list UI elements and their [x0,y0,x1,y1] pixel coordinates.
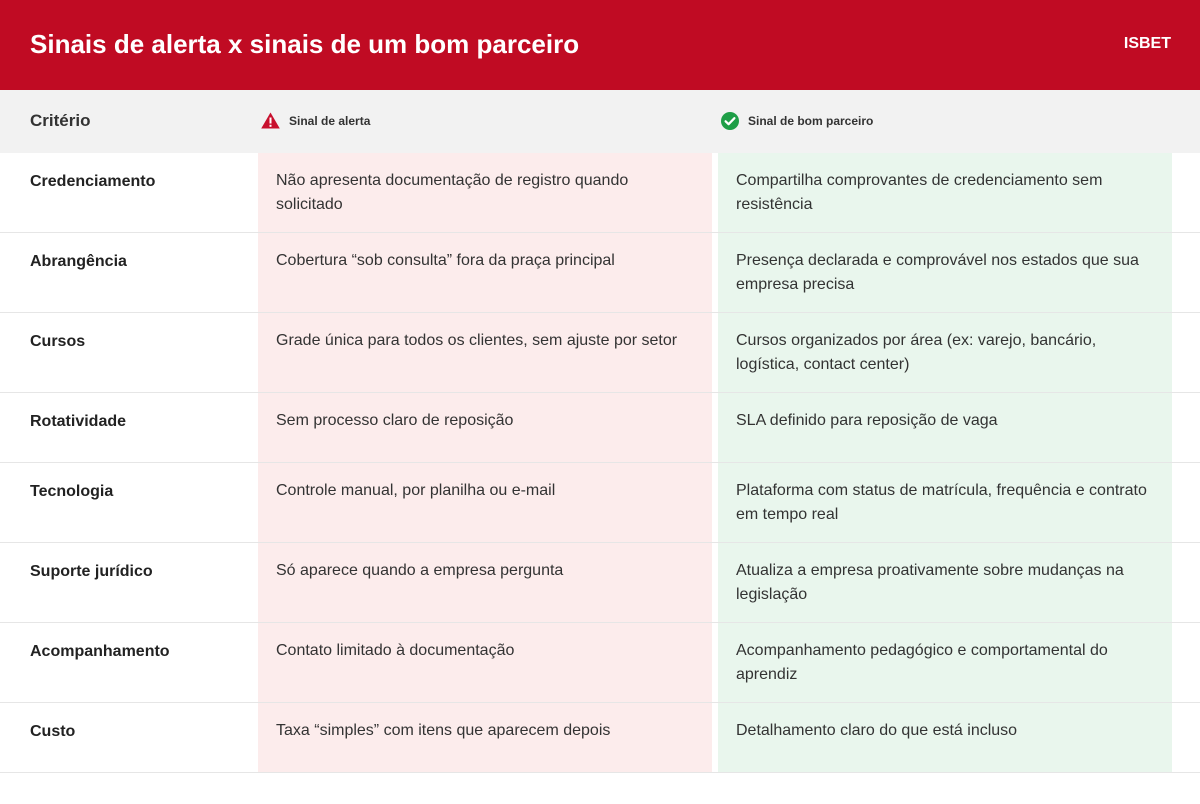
column-header-alerta [261,112,370,129]
row-bom: Presença declarada e comprovável nos estados que sua empresa precisa [736,252,1139,293]
column-header-bom [721,112,873,130]
row-bom: SLA definido para reposição de vaga [736,412,998,429]
row-alerta: Controle manual, por planilha ou e-mail [276,482,556,499]
check-circle-icon [721,112,739,130]
row-alerta: Não apresenta documentação de registro quando solicitado [276,172,629,213]
table-row [0,543,1200,623]
row-criterio: Cursos [30,333,86,350]
column-header-bom-label: Sinal de bom parceiro [748,114,874,128]
table-row [0,153,1200,233]
row-alerta: Cobertura “sob consulta” fora da praça principal [276,252,615,269]
table-row [0,233,1200,313]
row-bom: Plataforma com status de matrícula, frequência e contrato em tempo real [736,482,1147,523]
page-title: Sinais de alerta x sinais de um bom parceiro [30,29,580,59]
row-bom: Compartilha comprovantes de credenciamento sem resistência [736,172,1103,213]
table-row [0,703,1200,773]
row-bom: Detalhamento claro do que está incluso [736,722,1018,739]
table-row [0,623,1200,703]
table-row [0,313,1200,393]
row-criterio: Credenciamento [30,173,156,190]
row-criterio: Abrangência [30,253,127,270]
row-criterio: Tecnologia [30,483,114,500]
row-bom: Atualiza a empresa proativamente sobre mudanças na legislação [736,562,1124,603]
row-alerta: Sem processo claro de reposição [276,412,514,429]
row-alerta: Grade única para todos os clientes, sem ajuste por setor [276,332,678,349]
row-bom: Cursos organizados por área (ex: varejo, bancário, logística, contact center) [736,332,1097,373]
warning-triangle-icon [261,112,280,129]
row-criterio: Suporte jurídico [30,563,153,580]
page-header [0,0,1200,90]
table-row [0,463,1200,543]
brand-logo: ISBET [1123,35,1171,52]
comparison-table [0,153,1200,773]
row-alerta: Contato limitado à documentação [276,642,515,659]
table-header [0,90,1200,153]
row-alerta: Taxa “simples” com itens que aparecem depois [276,722,611,739]
table-row [0,393,1200,463]
row-criterio: Acompanhamento [30,643,170,660]
row-criterio: Rotatividade [30,413,127,430]
row-alerta: Só aparece quando a empresa pergunta [276,562,564,579]
row-bom: Acompanhamento pedagógico e comportamental do aprendiz [736,642,1108,683]
row-criterio: Custo [30,723,76,740]
column-header-alerta-label: Sinal de alerta [289,113,371,128]
column-header-criterio: Critério [30,111,91,130]
